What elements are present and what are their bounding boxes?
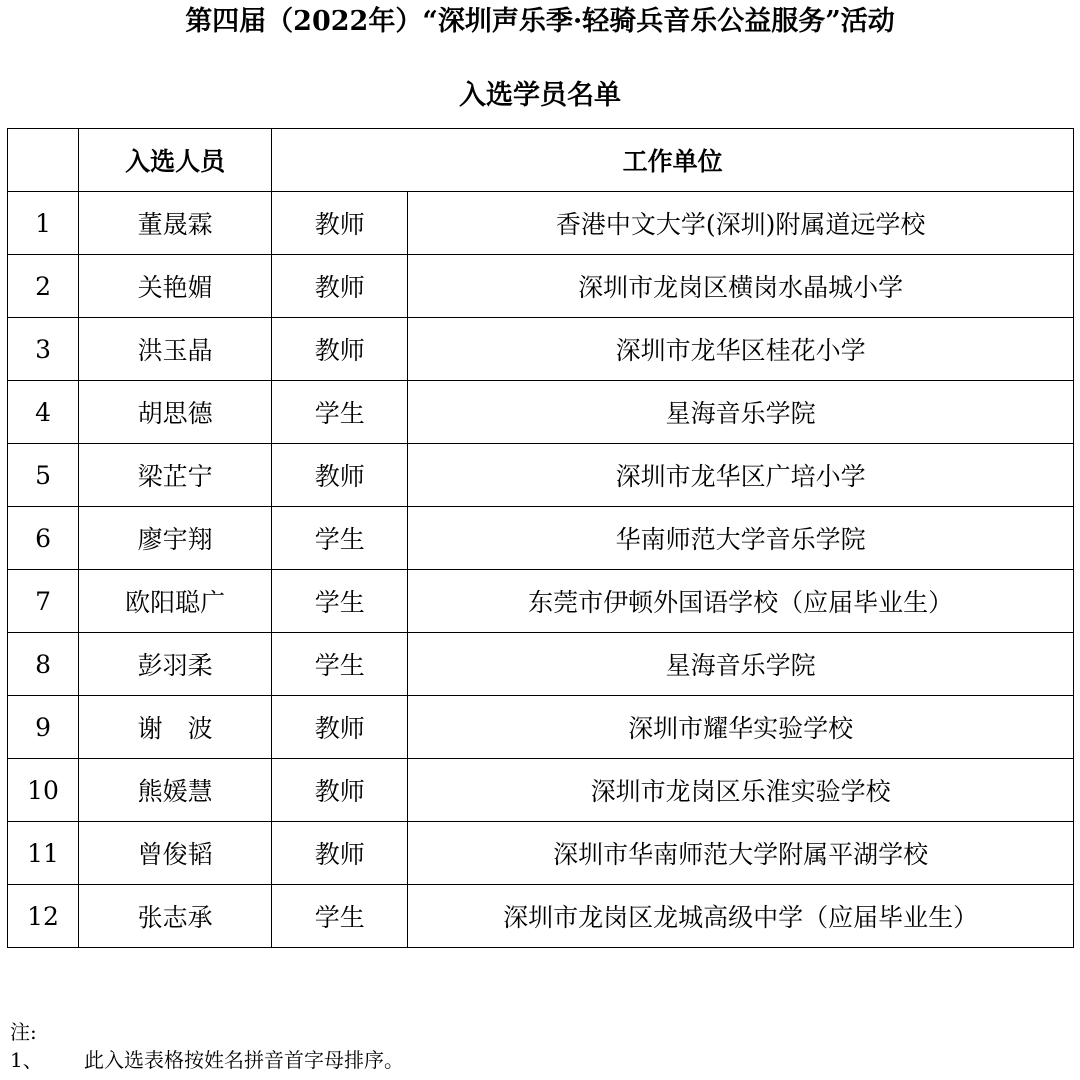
row-number: 12 (8, 885, 79, 948)
header-name: 入选人员 (79, 129, 272, 192)
table-header (8, 129, 1074, 192)
table-row (8, 822, 1074, 885)
row-role: 教师 (272, 759, 408, 822)
row-unit: 星海音乐学院 (408, 633, 1074, 696)
table-row (8, 192, 1074, 255)
row-role: 教师 (272, 192, 408, 255)
header-row (8, 129, 1074, 192)
document-title: 第四届（2022年）“深圳声乐季·轻骑兵音乐公益服务”活动 (185, 6, 895, 37)
header-number (8, 129, 79, 192)
row-unit: 深圳市龙岗区龙城高级中学（应届毕业生） (408, 885, 1074, 948)
table-row (8, 444, 1074, 507)
note-text: 此入选表格按姓名拼音首字母排序。 (84, 1048, 404, 1072)
row-name: 彭羽柔 (79, 633, 272, 696)
table-row (8, 759, 1074, 822)
row-unit: 深圳市龙岗区乐淮实验学校 (408, 759, 1074, 822)
row-role: 学生 (272, 570, 408, 633)
row-number: 8 (8, 633, 79, 696)
document-subtitle: 入选学员名单 (459, 80, 621, 111)
row-role: 教师 (272, 255, 408, 318)
table-row (8, 507, 1074, 570)
row-unit: 深圳市华南师范大学附属平湖学校 (408, 822, 1074, 885)
row-number: 4 (8, 381, 79, 444)
table-row (8, 570, 1074, 633)
table-row (8, 381, 1074, 444)
row-role: 教师 (272, 822, 408, 885)
table-row (8, 696, 1074, 759)
row-number: 11 (8, 822, 79, 885)
table-row (8, 885, 1074, 948)
row-name: 张志承 (79, 885, 272, 948)
row-name: 廖宇翔 (79, 507, 272, 570)
table-row (8, 633, 1074, 696)
row-number: 3 (8, 318, 79, 381)
roster-table (7, 128, 1074, 948)
row-unit: 香港中文大学(深圳)附属道远学校 (408, 192, 1074, 255)
notes-section (10, 1018, 404, 1074)
row-number: 9 (8, 696, 79, 759)
row-role: 学生 (272, 507, 408, 570)
row-name: 谢 波 (79, 696, 272, 759)
row-role: 教师 (272, 696, 408, 759)
table-row (8, 318, 1074, 381)
row-name: 熊媛慧 (79, 759, 272, 822)
row-name: 洪玉晶 (79, 318, 272, 381)
row-name: 董晟霖 (79, 192, 272, 255)
row-unit: 深圳市龙华区桂花小学 (408, 318, 1074, 381)
row-role: 学生 (272, 381, 408, 444)
row-unit: 深圳市龙岗区横岗水晶城小学 (408, 255, 1074, 318)
row-name: 关艳媚 (79, 255, 272, 318)
note-index: 1、 (10, 1048, 43, 1072)
row-number: 2 (8, 255, 79, 318)
table-body (8, 192, 1074, 948)
row-name: 欧阳聪广 (79, 570, 272, 633)
row-unit: 东莞市伊顿外国语学校（应届毕业生） (408, 570, 1074, 633)
row-number: 5 (8, 444, 79, 507)
row-number: 6 (8, 507, 79, 570)
row-role: 教师 (272, 444, 408, 507)
row-role: 学生 (272, 885, 408, 948)
row-unit: 深圳市龙华区广培小学 (408, 444, 1074, 507)
row-role: 教师 (272, 318, 408, 381)
row-unit: 深圳市耀华实验学校 (408, 696, 1074, 759)
row-name: 胡思德 (79, 381, 272, 444)
note-item (10, 1046, 404, 1074)
row-role: 学生 (272, 633, 408, 696)
row-name: 曾俊韬 (79, 822, 272, 885)
table-row (8, 255, 1074, 318)
notes-label: 注: (10, 1020, 37, 1044)
row-unit: 华南师范大学音乐学院 (408, 507, 1074, 570)
row-unit: 星海音乐学院 (408, 381, 1074, 444)
row-number: 10 (8, 759, 79, 822)
header-unit: 工作单位 (272, 129, 1074, 192)
row-number: 1 (8, 192, 79, 255)
row-name: 梁芷宁 (79, 444, 272, 507)
row-number: 7 (8, 570, 79, 633)
